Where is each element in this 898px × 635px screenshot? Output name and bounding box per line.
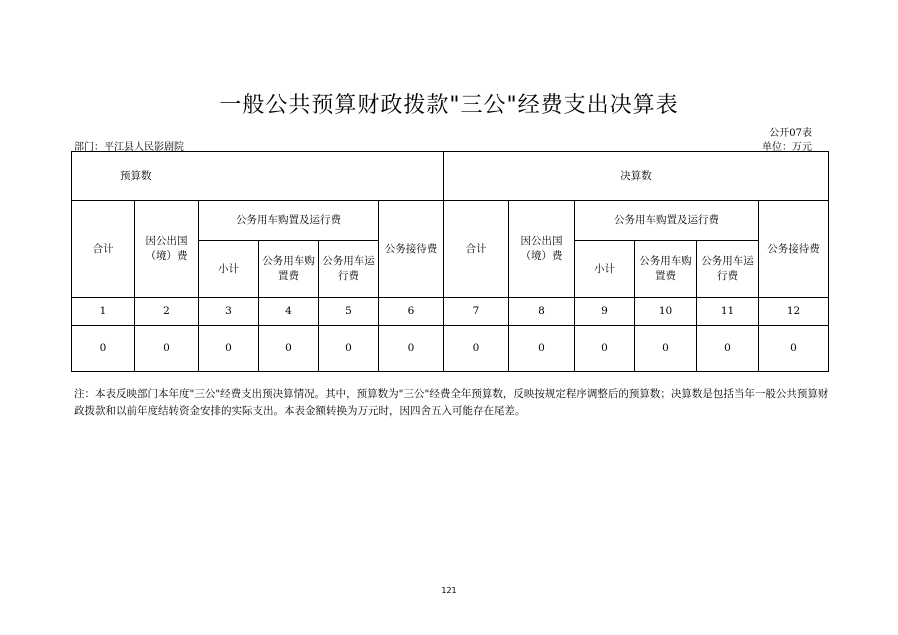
index-row: [72, 298, 829, 326]
value-cell: 0: [72, 326, 135, 372]
header-budget-vehicle-operation: 公务用车运行费: [319, 241, 379, 298]
index-cell: 7: [444, 298, 509, 326]
index-cell: 2: [135, 298, 199, 326]
index-cell: 12: [759, 298, 829, 326]
value-cell: 0: [635, 326, 697, 372]
header-final-reception: 公务接待费: [759, 201, 829, 298]
header-final-subtotal: 小计: [575, 241, 635, 298]
index-cell: 5: [319, 298, 379, 326]
index-cell: 3: [199, 298, 259, 326]
footnote: 注：本表反映部门本年度"三公"经费支出预决算情况。其中，预算数为"三公"经费全年预算数，反映按规定程序调整后的预算数；决算数是包括当年一般公共预算财政拨款和以前年度结转资金安排的实际支出。本表金额转换为万元时，因四舍五入可能存在尾差。: [74, 388, 829, 417]
department-label: 部门：平江县人民影剧院: [74, 142, 184, 153]
index-cell: 10: [635, 298, 697, 326]
value-cell: 0: [199, 326, 259, 372]
index-cell: 9: [575, 298, 635, 326]
unit-label: 单位：万元: [762, 142, 812, 153]
header-budget-vehicle-purchase: 公务用车购置费: [259, 241, 319, 298]
value-row: [72, 326, 829, 372]
group-header-row: [72, 152, 829, 201]
value-cell: 0: [509, 326, 575, 372]
value-cell: 0: [319, 326, 379, 372]
header-budget-total: 合计: [72, 201, 135, 298]
header-final-total: 合计: [444, 201, 509, 298]
index-cell: 8: [509, 298, 575, 326]
value-cell: 0: [379, 326, 444, 372]
header-final-vehicle-operation: 公务用车运行费: [697, 241, 759, 298]
header-budget-vehicle-group: 公务用车购置及运行费: [199, 201, 379, 241]
header-budget: 预算数: [72, 152, 444, 201]
page-title: 一般公共预算财政拨款"三公"经费支出决算表: [219, 93, 679, 118]
header-final-abroad: 因公出国（境）费: [509, 201, 575, 298]
index-cell: 6: [379, 298, 444, 326]
value-cell: 0: [575, 326, 635, 372]
form-number: 公开07表: [769, 128, 812, 139]
value-cell: 0: [759, 326, 829, 372]
page-number: 121: [441, 586, 457, 595]
header-final: 决算数: [444, 152, 829, 201]
header-budget-subtotal: 小计: [199, 241, 259, 298]
header-final-vehicle-purchase: 公务用车购置费: [635, 241, 697, 298]
value-cell: 0: [697, 326, 759, 372]
header-budget-reception: 公务接待费: [379, 201, 444, 298]
index-cell: 4: [259, 298, 319, 326]
index-cell: 11: [697, 298, 759, 326]
header-budget-abroad: 因公出国（境）费: [135, 201, 199, 298]
three-public-expense-table: [71, 151, 829, 372]
value-cell: 0: [444, 326, 509, 372]
header-final-vehicle-group: 公务用车购置及运行费: [575, 201, 759, 241]
column-header-row-1: [72, 201, 829, 241]
index-cell: 1: [72, 298, 135, 326]
value-cell: 0: [259, 326, 319, 372]
value-cell: 0: [135, 326, 199, 372]
